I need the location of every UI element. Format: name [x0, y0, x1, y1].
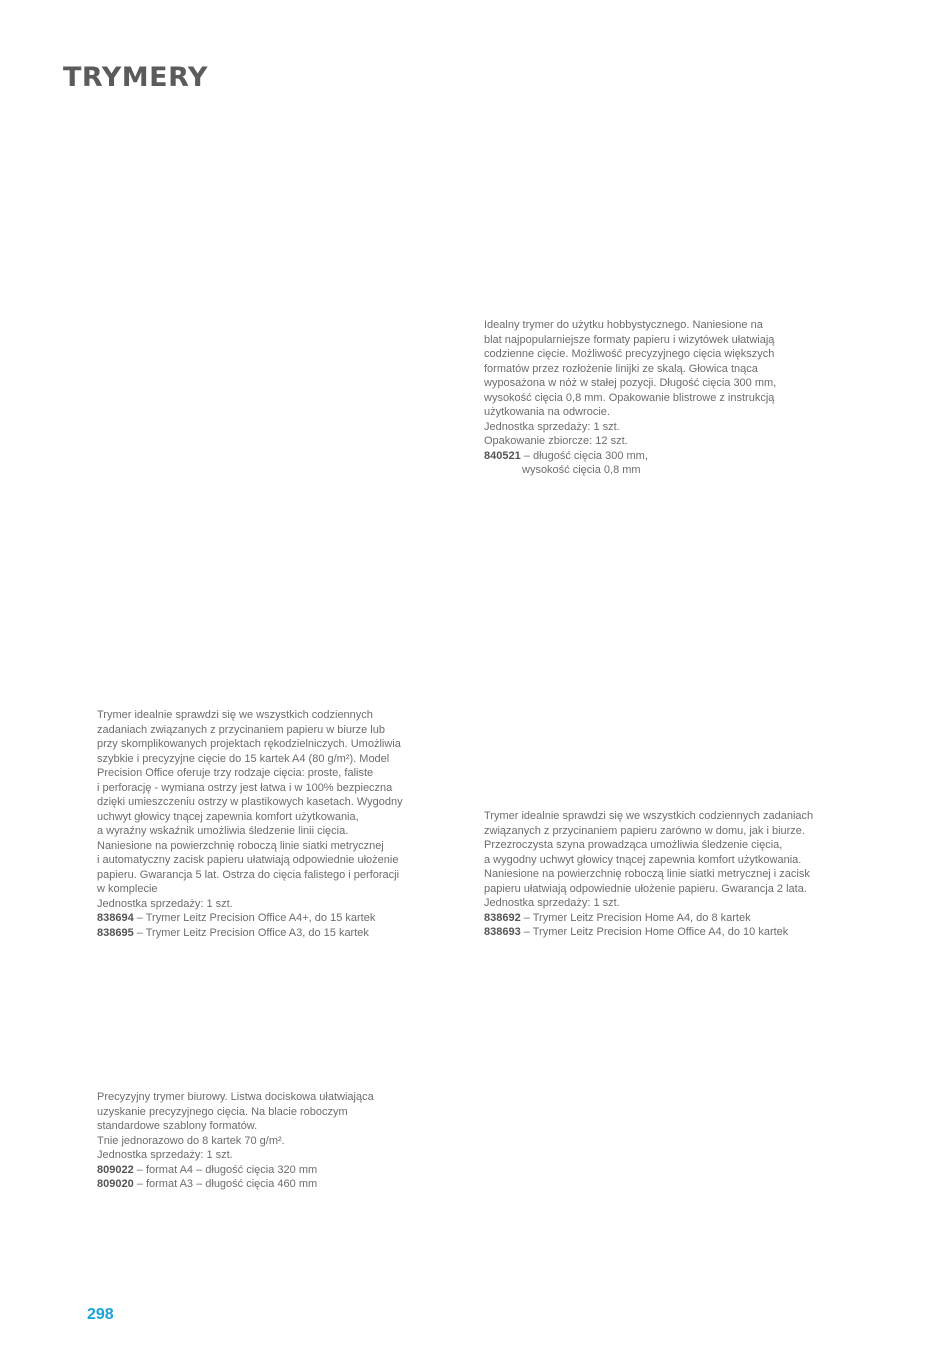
description-line: blat najpopularniejsze formaty papieru i wizytówek ułatwiają: [484, 333, 775, 346]
description-line: Naniesione na powierzchnię roboczą linie siatki metrycznej i zacisk: [484, 868, 810, 880]
sales-unit: Jednostka sprzedaży: 1 szt.: [484, 420, 620, 433]
product-code: 838693: [484, 926, 521, 938]
product-code: 838692: [484, 911, 521, 924]
description-line: papieru. Gwarancja 5 lat. Ostrza do cięcia falistego i perforacji: [97, 868, 400, 881]
product-code: 809020: [97, 1178, 134, 1190]
product-text: – Trymer Leitz Precision Home A4, do 8 kartek: [520, 911, 751, 924]
description-line: Idealny trymer do użytku hobbystycznego. Naniesione na: [484, 319, 763, 331]
product-code: 809022: [97, 1163, 134, 1176]
description-line: Przezroczysta szyna prowadząca umożliwia śledzenie cięcia,: [484, 839, 783, 851]
description-line: wysokość cięcia 0,8 mm. Opakowanie blistrowe z instrukcją: [484, 391, 775, 404]
product-code: 838694: [97, 912, 134, 924]
description-line: standardowe szablony formatów.: [97, 1120, 258, 1132]
description-line: i automatyczny zacisk papieru ułatwiają odpowiednie ułożenie: [97, 854, 399, 866]
description-line: uzyskanie precyzyjnego cięcia. Na blacie roboczym: [97, 1105, 348, 1118]
description-line: w komplecie: [97, 883, 158, 895]
product-block-840521: [484, 318, 776, 478]
product-line-continuation: wysokość cięcia 0,8 mm: [522, 464, 641, 476]
description-line: szybkie i precyzyjne cięcie do 15 kartek A4 (80 g/m²). Model: [97, 752, 390, 765]
description-line: wyposażona w nóż w stałej pozycji. Długość cięcia 300 mm,: [484, 377, 777, 389]
description-line: papieru ułatwiają odpowiednie ułożenie papieru. Gwarancja 2 lata.: [484, 882, 807, 895]
sales-unit: Jednostka sprzedaży: 1 szt.: [97, 897, 233, 910]
product-text: – Trymer Leitz Precision Office A4+, do 15 kartek: [133, 912, 376, 924]
description-line: przy skomplikowanych projektach rękodzielniczych. Umożliwia: [97, 738, 401, 750]
description-line: a wygodny uchwyt głowicy tnącej zapewnia komfort użytkowania.: [484, 853, 802, 866]
description-line: i perforację - wymiana ostrzy jest łatwa i w 100% bezpieczna: [97, 781, 393, 794]
product-block-precision-home: [484, 809, 813, 940]
product-text: – format A4 – długość cięcia 320 mm: [133, 1163, 318, 1176]
description-line: codzienne cięcie. Możliwość precyzyjnego cięcia większych: [484, 348, 775, 360]
product-line: [484, 911, 813, 926]
product-block-office-trimmer: [97, 1090, 374, 1192]
description-line: uchwyt głowicy tnącej zapewnia komfort użytkowania,: [97, 810, 359, 823]
description-line: Trymer idealnie sprawdzi się we wszystkich codziennych: [97, 709, 373, 721]
product-line: [97, 1177, 374, 1192]
product-text: – format A3 – długość cięcia 460 mm: [133, 1178, 318, 1190]
page-title: TRYMERY: [63, 62, 208, 93]
description-line: Tnie jednorazowo do 8 kartek 70 g/m².: [97, 1134, 285, 1147]
product-line: [97, 1163, 374, 1178]
bulk-packaging: Opakowanie zbiorcze: 12 szt.: [484, 435, 628, 447]
description-line: dzięki umieszczeniu ostrzy w plastikowych kasetach. Wygodny: [97, 796, 403, 808]
sales-unit: Jednostka sprzedaży: 1 szt.: [484, 897, 620, 909]
description-line: formatów przez rozłożenie linijki ze skalą. Głowica tnąca: [484, 362, 758, 375]
description-line: Trymer idealnie sprawdzi się we wszystkich codziennych zadaniach: [484, 810, 814, 822]
description-line: użytkowania na odwrocie.: [484, 406, 610, 418]
description-line: zadaniach związanych z przycinaniem papieru w biurze lub: [97, 723, 385, 736]
product-text: – długość cięcia 300 mm,: [520, 449, 648, 462]
product-line: [484, 449, 776, 464]
description-line: Precyzyjny trymer biurowy. Listwa dociskowa ułatwiająca: [97, 1091, 374, 1103]
product-block-precision-office: [97, 708, 403, 940]
product-code: 840521: [484, 449, 521, 462]
page-number: 298: [87, 1306, 114, 1323]
product-text: – Trymer Leitz Precision Home Office A4, do 10 kartek: [520, 926, 789, 938]
sales-unit: Jednostka sprzedaży: 1 szt.: [97, 1149, 233, 1161]
product-line: [97, 911, 403, 926]
description-line: Naniesione na powierzchnię roboczą linie siatki metrycznej: [97, 839, 384, 852]
description-line: a wyraźny wskaźnik umożliwia śledzenie linii cięcia.: [97, 825, 349, 837]
product-line: [97, 926, 403, 941]
description-line: związanych z przycinaniem papieru zarówno w domu, jak i biurze.: [484, 824, 805, 837]
product-text: – Trymer Leitz Precision Office A3, do 15 kartek: [133, 926, 369, 939]
description-line: Precision Office oferuje trzy rodzaje cięcia: proste, faliste: [97, 767, 374, 779]
product-code: 838695: [97, 926, 134, 939]
product-line: [484, 925, 813, 940]
